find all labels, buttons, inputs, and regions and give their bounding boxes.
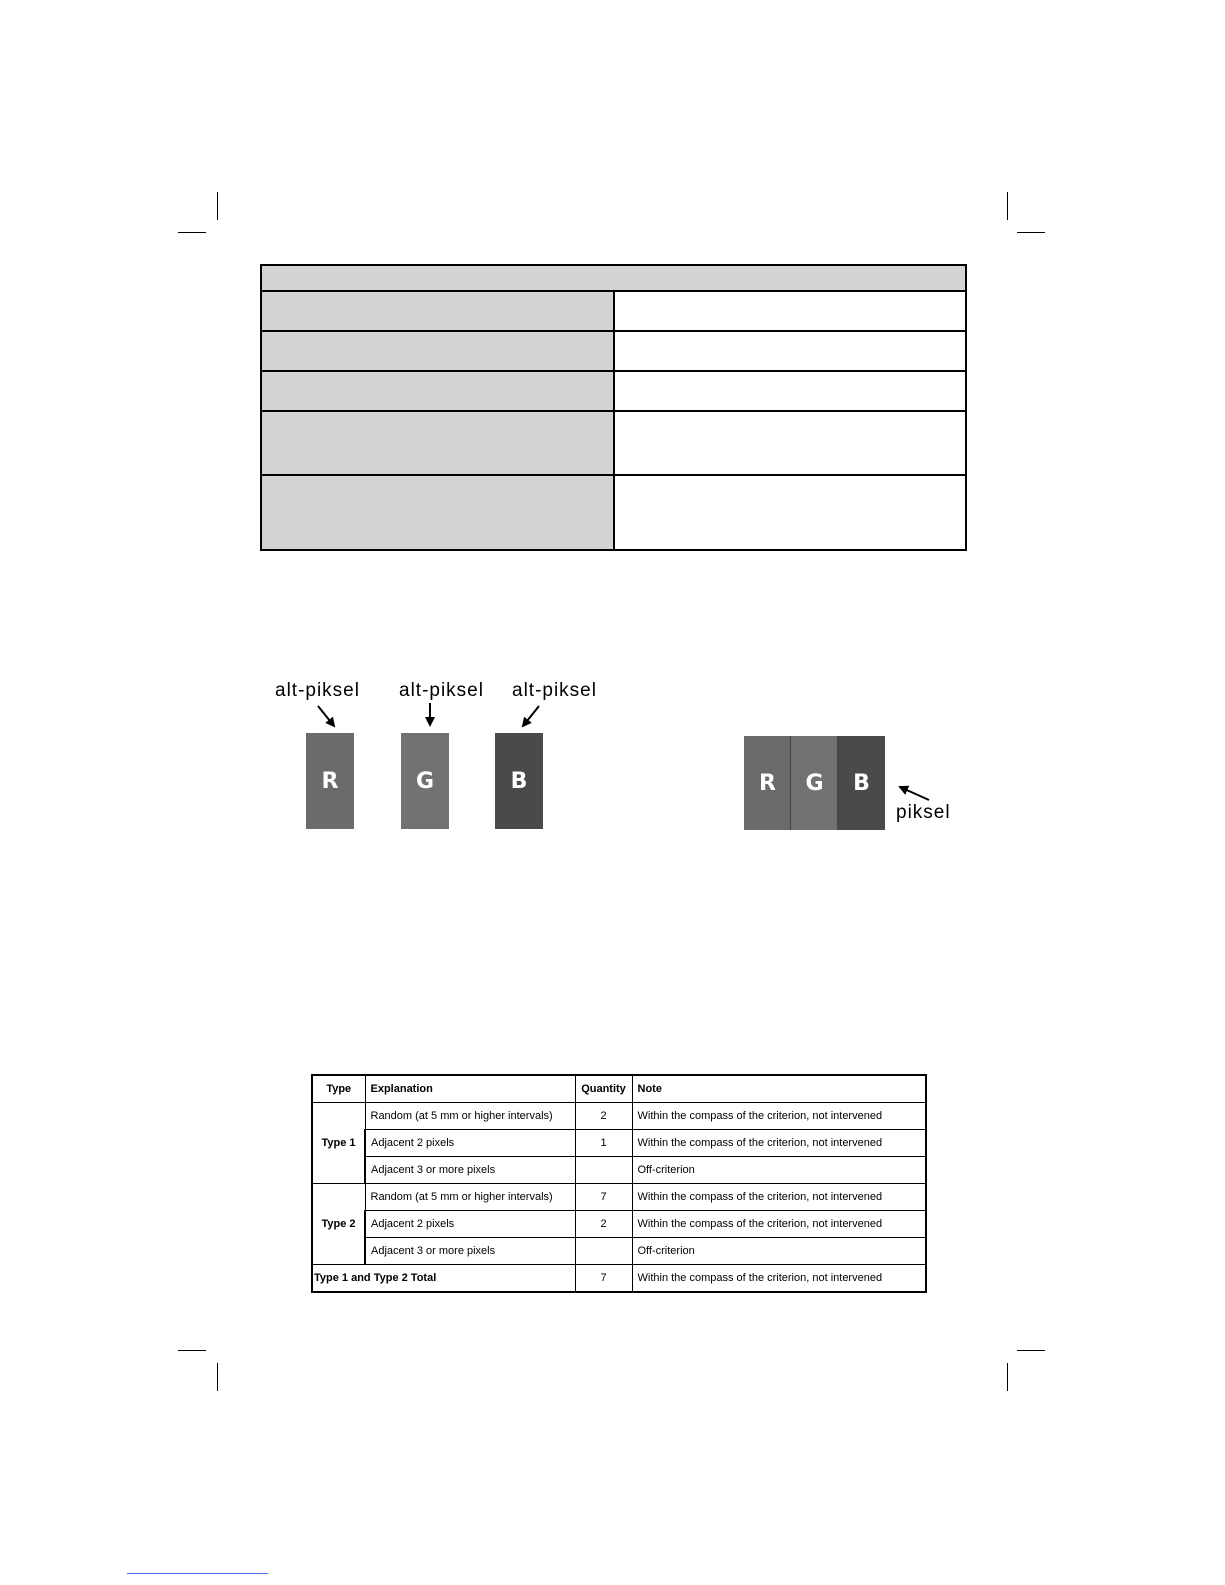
subpixel-b-letter: B [510,768,528,794]
subpixel-label-b: alt-piksel [512,680,597,701]
note-cell: Off-criterion [632,1238,926,1265]
spec-table-row [261,291,966,331]
crop-mark-bottom-right [1017,1350,1045,1351]
crop-mark-bottom-left [217,1363,218,1391]
spec-table [260,264,967,551]
subpixel-label-g: alt-piksel [399,680,484,701]
quantity-cell [575,1238,632,1265]
pixel-b-letter: B [853,770,870,796]
table-row [312,1211,926,1238]
spec-table-header-row [261,265,966,291]
spec-table-row [261,331,966,371]
spec-label-cell [261,475,614,550]
header-note: Note [632,1075,926,1103]
pixel-g-letter: G [805,770,824,796]
explanation-cell: Random (at 5 mm or higher intervals) [365,1103,575,1130]
pixel-defects-table [311,1074,927,1293]
note-cell: Within the compass of the criterion, not intervened [632,1211,926,1238]
spec-value-cell [614,331,966,371]
note-cell: Within the compass of the criterion, not intervened [632,1103,926,1130]
crop-mark-top-left [217,192,218,220]
total-quantity-cell: 7 [575,1265,632,1293]
type-cell: Type 2 [312,1184,365,1265]
arrow-icon [900,787,929,800]
quantity-cell: 2 [575,1211,632,1238]
pixel-r-letter: R [759,770,776,796]
pixel-b [838,736,885,830]
header-quantity: Quantity [575,1075,632,1103]
table-row [312,1130,926,1157]
crop-mark-top-left [178,232,206,233]
footnote-separator [127,1573,268,1574]
pixel-divider [790,736,791,830]
pixel-r [744,736,791,830]
header-type: Type [312,1075,365,1103]
arrow-icon [523,706,539,726]
spec-table-row [261,371,966,411]
total-note-cell: Within the compass of the criterion, not intervened [632,1265,926,1293]
quantity-cell [575,1157,632,1184]
spec-value-cell [614,291,966,331]
spec-label-cell [261,331,614,371]
table-total-row [312,1265,926,1293]
crop-mark-bottom-left [178,1350,206,1351]
note-cell: Off-criterion [632,1157,926,1184]
subpixel-g-letter: G [415,768,435,794]
table-row [312,1238,926,1265]
pixel-label: piksel [896,802,951,823]
spec-table-header [261,265,966,291]
spec-label-cell [261,371,614,411]
explanation-cell: Random (at 5 mm or higher intervals) [365,1184,575,1211]
table-header-row [312,1075,926,1103]
arrow-icon [318,706,334,726]
crop-mark-top-right [1017,232,1045,233]
explanation-cell: Adjacent 2 pixels [365,1130,575,1157]
type-cell: Type 1 [312,1103,365,1184]
note-cell: Within the compass of the criterion, not intervened [632,1184,926,1211]
quantity-cell: 2 [575,1103,632,1130]
pixel-divider [837,736,838,830]
table-row [312,1157,926,1184]
note-cell: Within the compass of the criterion, not intervened [632,1130,926,1157]
spec-value-cell [614,475,966,550]
subpixel-g [401,733,449,829]
spec-table-row [261,475,966,550]
explanation-cell: Adjacent 3 or more pixels [365,1238,575,1265]
pixel-g [791,736,838,830]
table-row [312,1184,926,1211]
spec-label-cell [261,411,614,475]
explanation-cell: Adjacent 3 or more pixels [365,1157,575,1184]
subpixel-b [495,733,543,829]
table-row [312,1103,926,1130]
header-explanation: Explanation [365,1075,575,1103]
spec-value-cell [614,371,966,411]
quantity-cell: 7 [575,1184,632,1211]
subpixel-label-r: alt-piksel [275,680,360,701]
crop-mark-top-right [1007,192,1008,220]
explanation-cell: Adjacent 2 pixels [365,1211,575,1238]
spec-label-cell [261,291,614,331]
total-label-cell: Type 1 and Type 2 Total [312,1265,575,1293]
subpixel-r [306,733,354,829]
quantity-cell: 1 [575,1130,632,1157]
spec-value-cell [614,411,966,475]
crop-mark-bottom-right [1007,1363,1008,1391]
spec-table-row [261,411,966,475]
subpixel-r-letter: R [321,768,339,794]
